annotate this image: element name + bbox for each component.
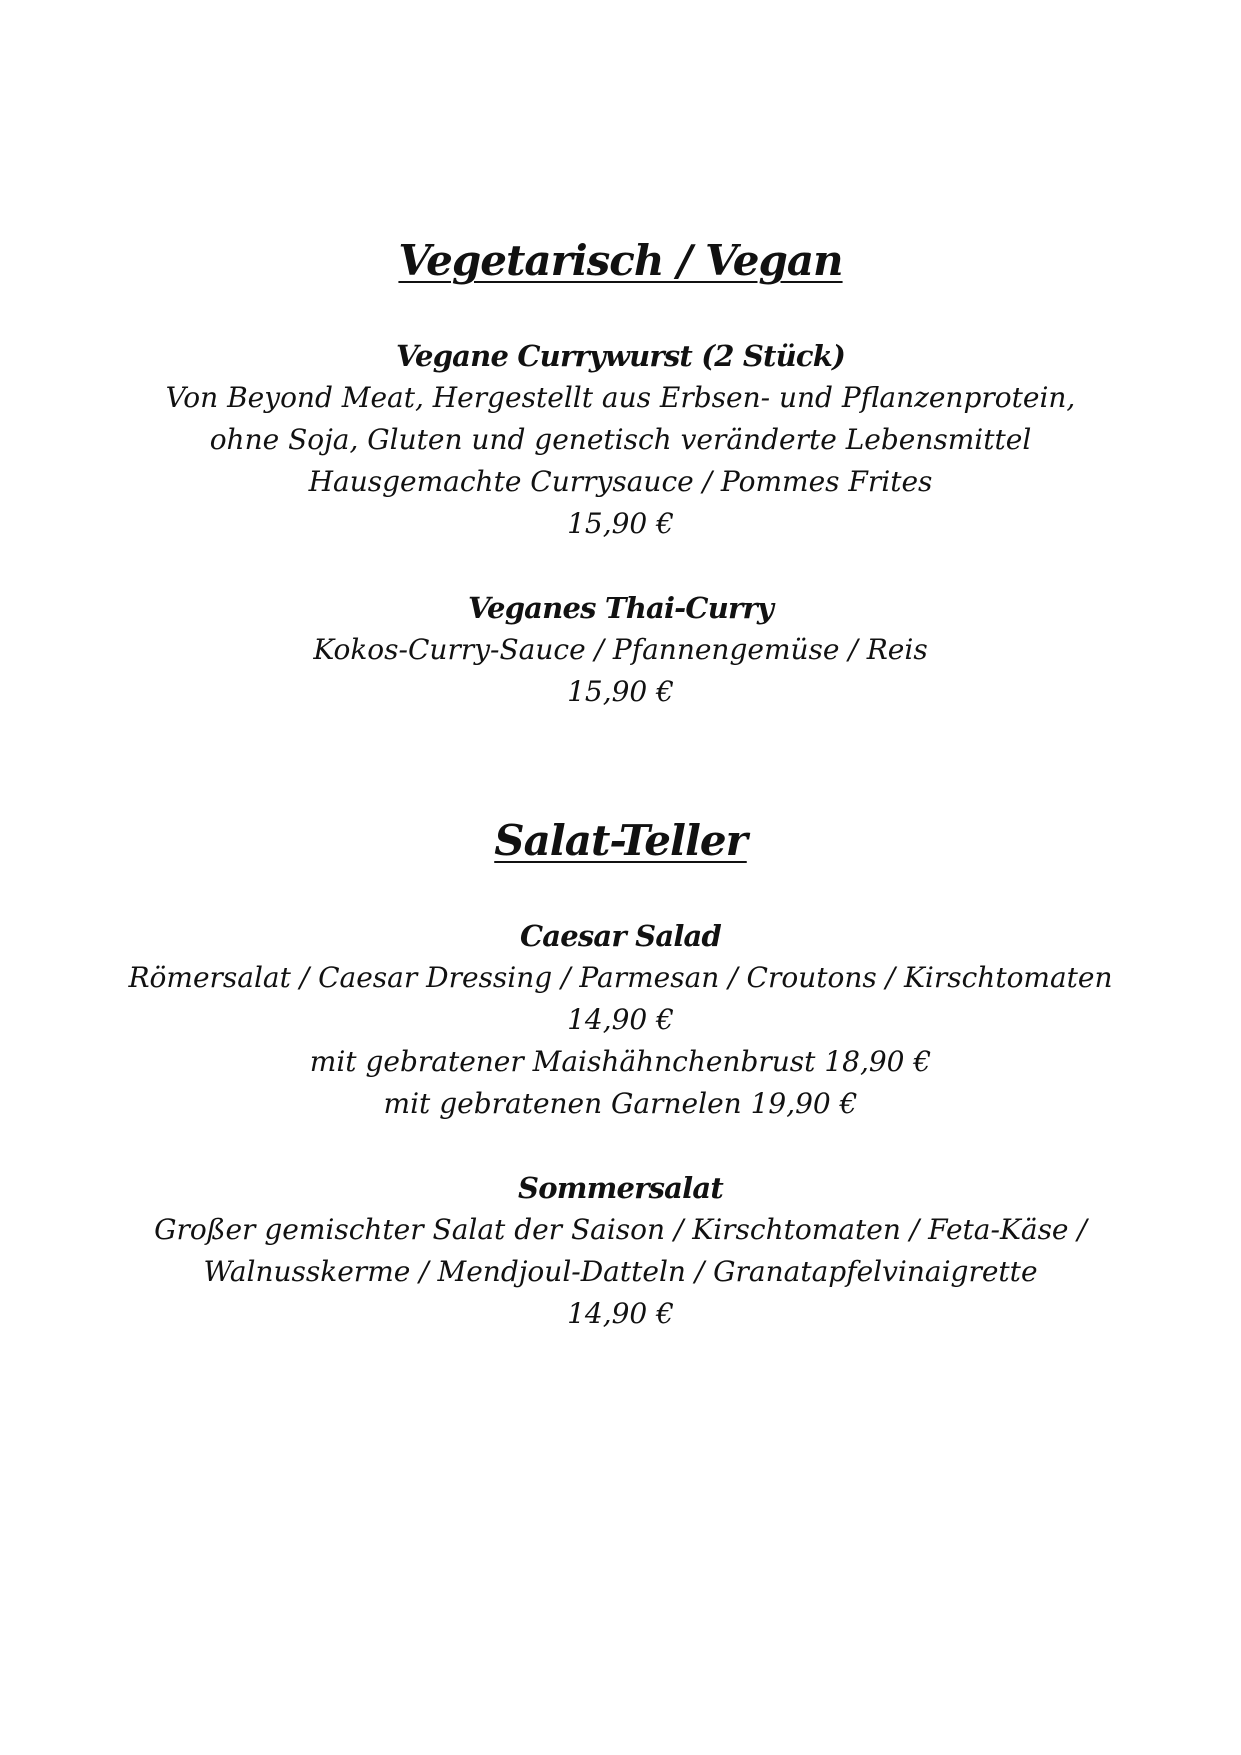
- menu-item-price: 15,90 €: [567, 507, 674, 540]
- menu-item-veganes-thai-curry: [0, 587, 1241, 713]
- menu-item-price: 14,90 €: [567, 1297, 674, 1330]
- menu-item-name: Veganes Thai-Curry: [468, 591, 773, 625]
- menu-item-name: Caesar Salad: [519, 919, 722, 953]
- menu-item-vegane-currywurst: [0, 335, 1241, 545]
- menu-item-price: 15,90 €: [567, 675, 674, 708]
- menu-item-name: Vegane Currywurst (2 Stück): [396, 339, 845, 373]
- menu-item-option: mit gebratener Maishähnchenbrust 18,90 €: [309, 1045, 932, 1078]
- menu-item-description: Römersalat / Caesar Dressing / Parmesan / Croutons / Kirschtomaten: [128, 961, 1113, 994]
- menu-item-description: ohne Soja, Gluten und genetisch veränderte Lebensmittel: [209, 423, 1032, 456]
- menu-item-price: 14,90 €: [567, 1003, 674, 1036]
- menu-item-name: Sommersalat: [518, 1171, 723, 1205]
- menu-item-caesar-salad: [0, 915, 1241, 1125]
- menu-item-option: mit gebratenen Garnelen 19,90 €: [383, 1087, 858, 1120]
- menu-item-description: Hausgemachte Currysauce / Pommes Frites: [308, 465, 933, 498]
- menu-item-description: Kokos-Curry-Sauce / Pfannengemüse / Reis: [313, 633, 928, 666]
- menu-item-description: Von Beyond Meat, Hergestellt aus Erbsen- und Pflanzenprotein,: [165, 381, 1076, 414]
- menu-item-sommersalat: [0, 1167, 1241, 1335]
- section-title-salat-teller: Salat-Teller: [494, 816, 747, 865]
- menu-item-description: Walnusskerme / Mendjoul-Datteln / Granatapfelvinaigrette: [203, 1255, 1038, 1288]
- menu-item-description: Großer gemischter Salat der Saison / Kirschtomaten / Feta-Käse /: [154, 1213, 1087, 1246]
- section-title-vegetarisch-vegan: Vegetarisch / Vegan: [398, 236, 843, 285]
